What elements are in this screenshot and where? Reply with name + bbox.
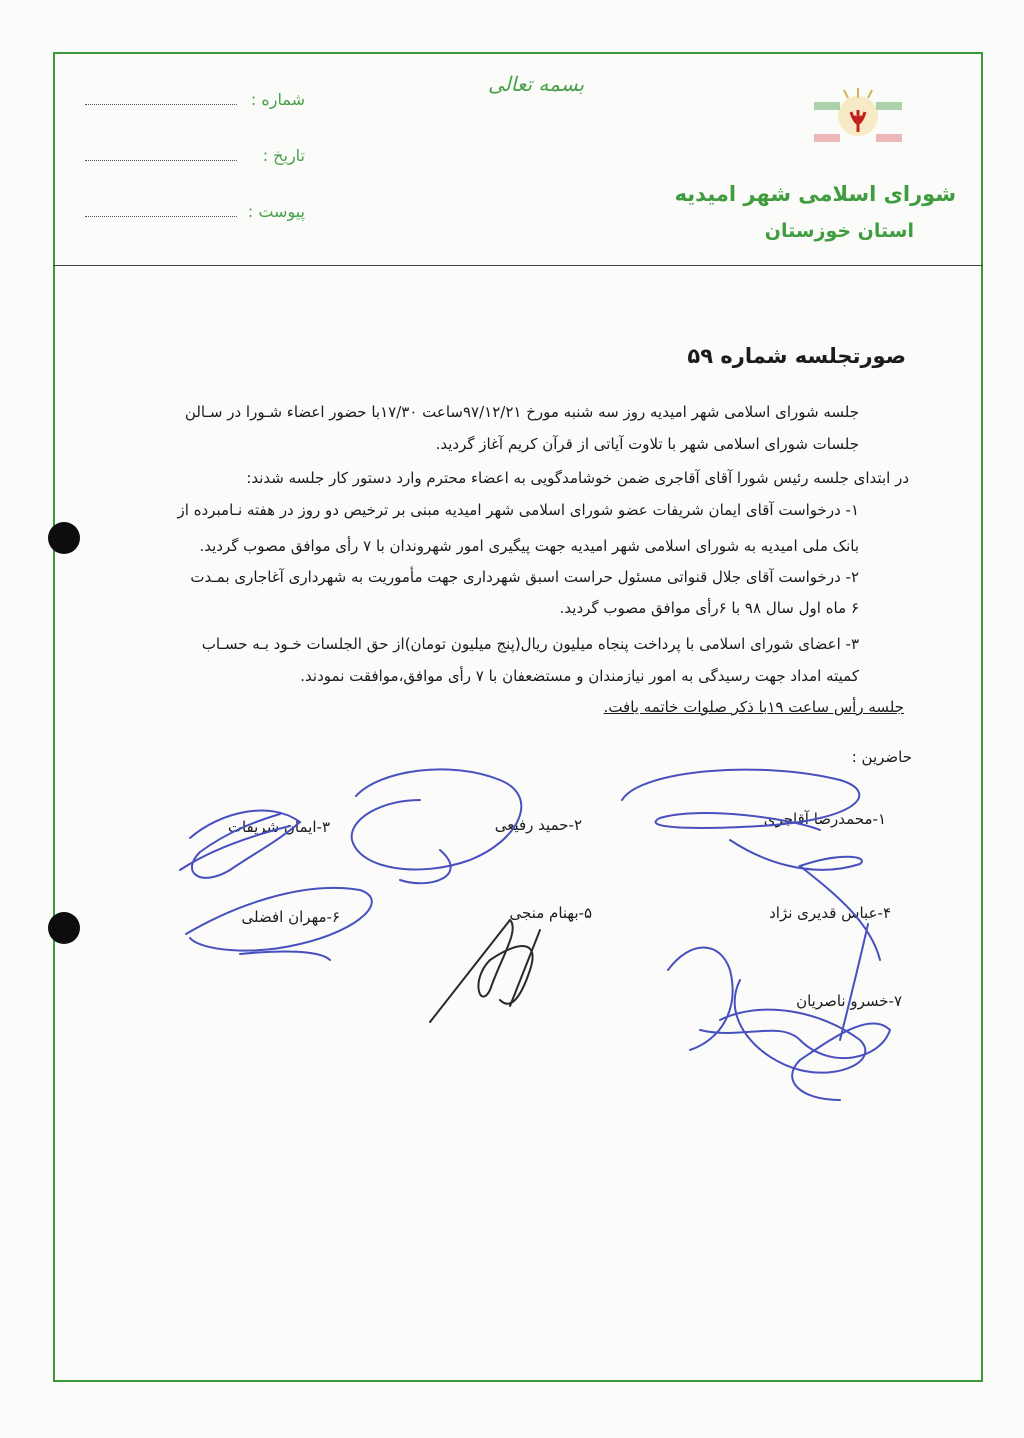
member-6: ۶-مهران افضلی — [241, 908, 340, 926]
bismillah: بسمه تعالی — [488, 72, 585, 96]
agenda-item-2: ۲- درخواست آقای جلال قنواتی مسئول حراست اسبق شهرداری جهت مأموریت به شهرداری آغاجاری بمـدت — [190, 568, 859, 586]
body-line: جلسه شورای اسلامی شهر امیدیه روز سه شنبه مورخ ۹۷/۱۲/۲۱ساعت ۱۷/۳۰با حضور اعضاء شـورا در سـالن — [184, 403, 859, 421]
agenda-item-1: ۱- درخواست آقای ایمان شریفات عضو شورای اسلامی شهر امیدیه مبنی بر ترخیص دو روز در هفته نـامبرده از — [177, 501, 859, 519]
org-province: استان خوزستان — [764, 220, 914, 242]
attachment-label: پیوست : — [247, 202, 305, 221]
minutes-title: صورتجلسه شماره ۵۹ — [687, 344, 906, 368]
closing-line: جلسه رأس ساعت ۱۹با ذکر صلوات خاتمه یافت. — [603, 698, 904, 716]
punch-hole — [48, 912, 80, 944]
signature-4 — [720, 924, 868, 1073]
date-label: تاریخ : — [262, 146, 305, 165]
body-line: در ابتدای جلسه رئیس شورا آقای آقاجری ضمن خوشامدگویی به اعضاء محترم وارد دستور کار جلسه شدند: — [246, 469, 909, 487]
body-line: بانک ملی امیدیه به شورای اسلامی شهر امیدیه جهت پیگیری امور شهروندان با ۷ رأی موافق مصوب گردید. — [199, 537, 859, 555]
member-5: ۵-بهنام منجی — [509, 904, 592, 922]
member-1: ۱-محمدرضا آقاجری — [763, 810, 886, 828]
number-label: شماره : — [250, 90, 305, 109]
member-4: ۴-عباس قدیری نژاد — [769, 904, 891, 922]
attendees-label: حاضرین : — [851, 748, 912, 766]
punch-hole — [48, 522, 80, 554]
member-2: ۲-حمید رفیعی — [494, 816, 582, 834]
body-line: ۶ ماه اول سال ۹۸ با ۶رأی موافق مصوب گردید. — [559, 599, 859, 617]
body-line: کمیته امداد جهت رسیدگی به امور نیازمندان و مستضعفان با ۷ رأی موافق،موافقت نمودند. — [300, 667, 859, 685]
signature-6 — [186, 888, 372, 960]
signature-3 — [180, 811, 300, 878]
body-line: جلسات شورای اسلامی شهر با تلاوت آیاتی از قرآن کریم آغاز گردید. — [435, 435, 859, 453]
signature-5 — [430, 920, 540, 1022]
agenda-item-3: ۳- اعضای شورای اسلامی با پرداخت پنجاه میلیون ریال(پنج میلیون تومان)از حق الجلسات خـود بـه حسـاب — [201, 635, 859, 653]
member-7: ۷-خسرو ناصریان — [796, 992, 902, 1010]
org-name: شورای اسلامی شهر امیدیه — [674, 182, 956, 206]
signature-2 — [352, 769, 522, 883]
member-3: ۳-ایمان شریفات — [227, 818, 330, 836]
signature-1 — [622, 770, 880, 960]
